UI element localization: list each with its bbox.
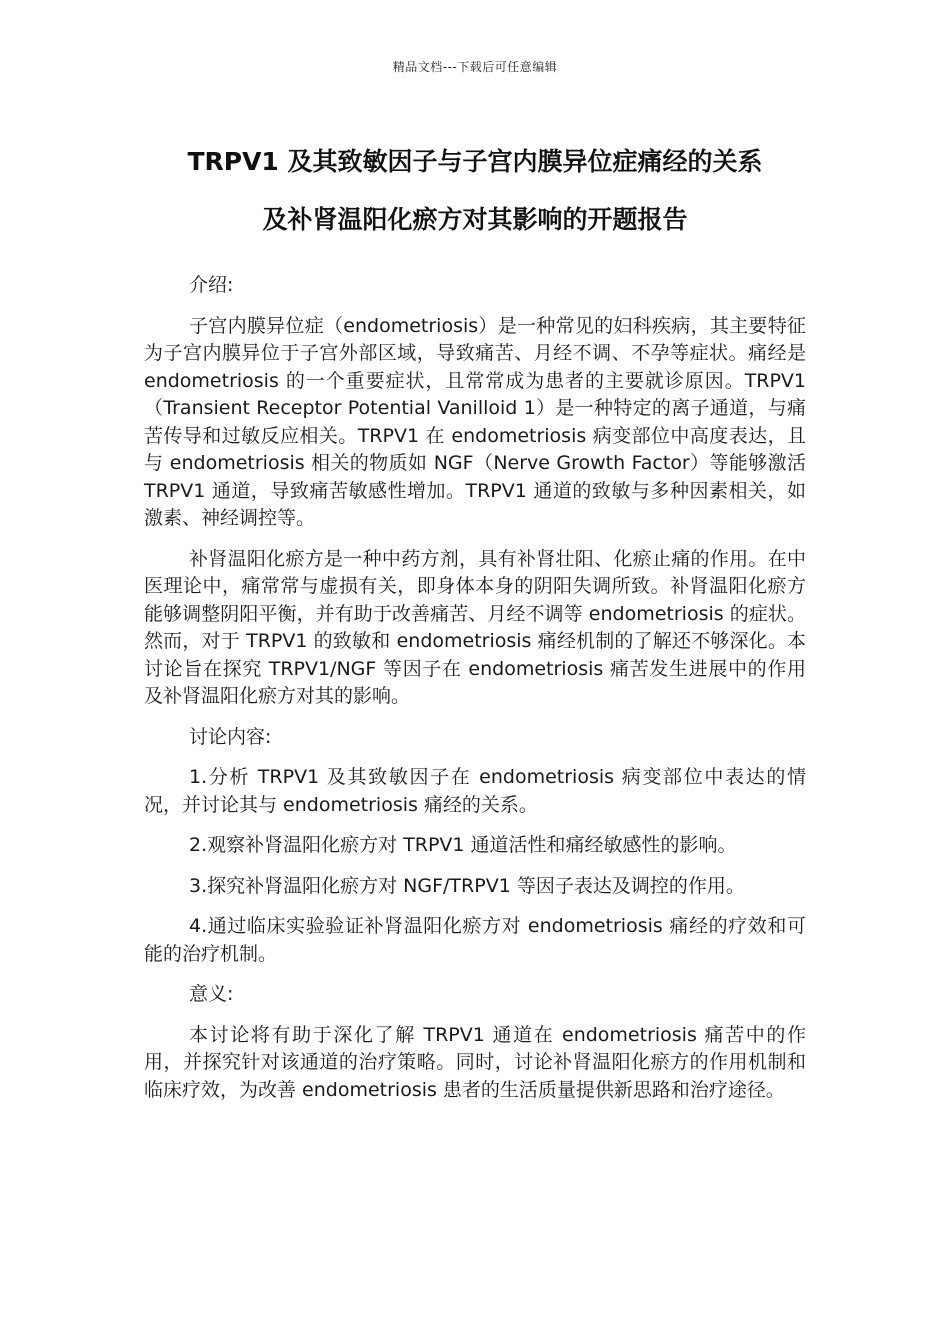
section-heading-intro: 介绍: <box>189 274 234 296</box>
intro-paragraph-1: 子宫内膜异位症（endometriosis）是一种常见的妇科疾病，其主要特征为子宫内膜异位于子宫外部区域，导致痛苦、月经不调、不孕等症状。痛经是 endometriosis 的一个重要症状，且常常成为患者的主要就诊原因。TRPV1（Transient Receptor Potential Vanilloid 1）是一种特定的离子通道，与痛苦传导和过敏反应相关。TRPV1 在 endometriosis 病变部位中高度表达，且与 endometriosis 相关的物质如 NGF（Nerve Growth Factor）等能够激活 TRPV1 通道，导致痛苦敏感性增加。TRPV1 通道的致敏与多种因素相关，如激素、神经调控等。 <box>144 314 806 529</box>
section-heading-significance: 意义: <box>189 983 234 1005</box>
content-item-1: 1.分析 TRPV1 及其致敏因子在 endometriosis 病变部位中表达的情况，并讨论其与 endometriosis 痛经的关系。 <box>144 766 806 816</box>
content-item-2: 2.观察补肾温阳化瘀方对 TRPV1 通道活性和痛经敏感性的影响。 <box>189 834 737 856</box>
title-line-2: 及补肾温阳化瘀方对其影响的开题报告 <box>262 205 688 234</box>
title-line-1: TRPV1 及其致敏因子与子宫内膜异位症痛经的关系 <box>187 147 763 176</box>
content-item-4: 4.通过临床实验验证补肾温阳化瘀方对 endometriosis 痛经的疗效和可能的治疗机制。 <box>144 915 806 965</box>
document-title <box>100 133 850 249</box>
intro-paragraph-2: 补肾温阳化瘀方是一种中药方剂，具有补肾壮阳、化瘀止痛的作用。在中医理论中，痛常常与虚损有关，即身体本身的阴阳失调所致。补肾温阳化瘀方能够调整阴阳平衡，并有助于改善痛苦、月经不调等 endometriosis 的症状。然而，对于 TRPV1 的致敏和 endometriosis 痛经机制的了解还不够深化。本讨论旨在探究 TRPV1/NGF 等因子在 endometriosis 痛苦发生进展中的作用及补肾温阳化瘀方对其的影响。 <box>144 547 806 707</box>
section-heading-content: 讨论内容: <box>189 725 272 748</box>
content-item-3: 3.探究补肾温阳化瘀方对 NGF/TRPV1 等因子表达及调控的作用。 <box>189 874 745 897</box>
document-body <box>144 272 806 1117</box>
page-header-note: 精品文档---下载后可任意编辑 <box>392 60 558 74</box>
significance-paragraph: 本讨论将有助于深化了解 TRPV1 通道在 endometriosis 痛苦中的作用，并探究针对该通道的治疗策略。同时，讨论补肾温阳化瘀方的作用机制和临床疗效，为改善 endometriosis 患者的生活质量提供新思路和治疗途径。 <box>144 1023 806 1101</box>
